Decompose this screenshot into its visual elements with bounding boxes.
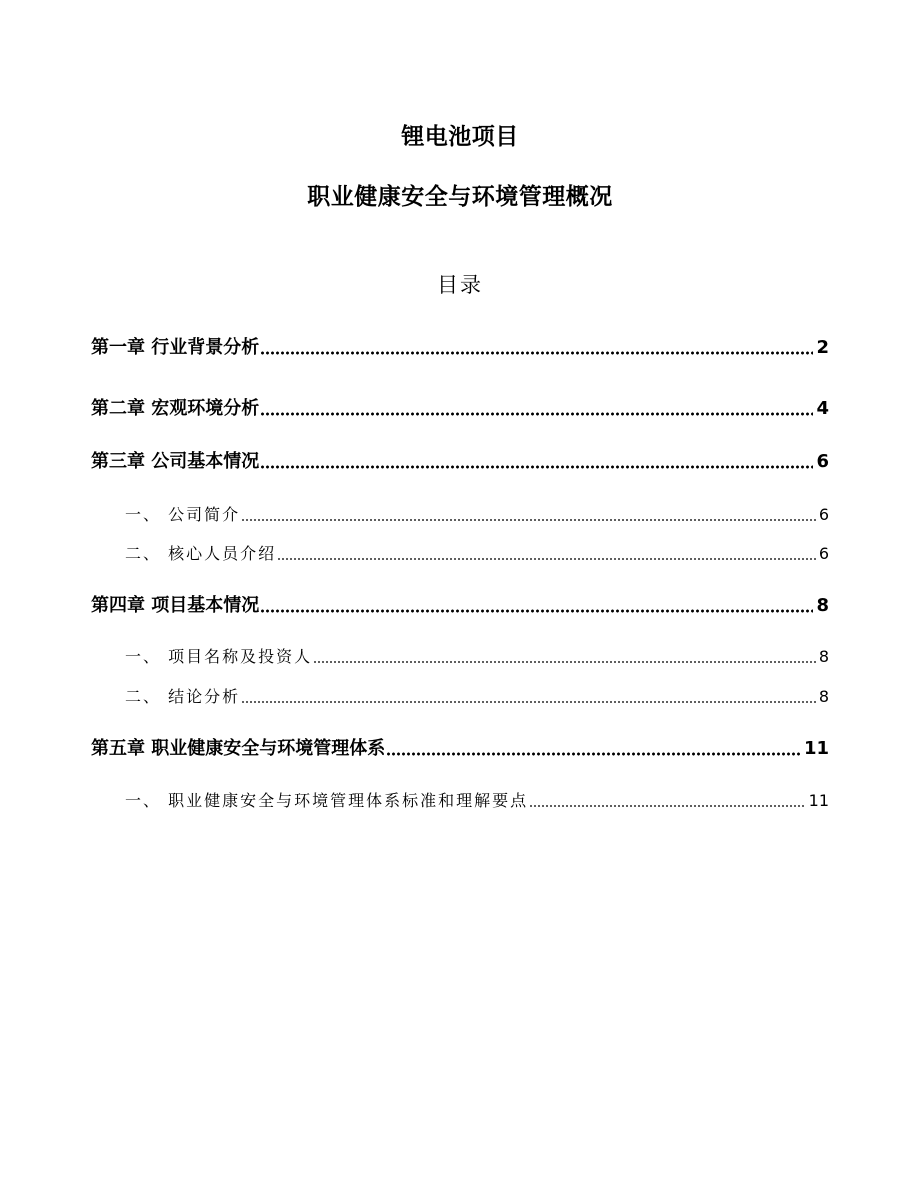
toc-entry-page-number: 6 [818, 505, 829, 524]
toc-dot-leader [241, 700, 816, 704]
toc-entry-section-4-2[interactable] [125, 686, 829, 708]
toc-dot-leader [529, 804, 806, 808]
toc-entry-label: 一、 职业健康安全与环境管理体系标准和理解要点 [125, 791, 529, 810]
toc-entry-label: 二、 结论分析 [125, 687, 241, 706]
toc-dot-leader [241, 518, 816, 522]
toc-entry-page-number: 8 [816, 595, 829, 616]
toc-entry-chapter-4[interactable] [91, 594, 829, 618]
toc-entry-page-number: 6 [816, 451, 829, 472]
toc-dot-leader [260, 464, 813, 470]
toc-entry-label: 一、 公司简介 [125, 505, 241, 524]
toc-entry-chapter-5[interactable] [91, 737, 829, 761]
toc-dot-leader [260, 411, 813, 417]
toc-entry-page-number: 11 [803, 738, 829, 759]
toc-entry-page-number: 8 [818, 687, 829, 706]
toc-entry-label: 二、 核心人员介绍 [125, 544, 277, 563]
toc-entry-label: 第五章 职业健康安全与环境管理体系 [91, 738, 386, 759]
toc-entry-page-number: 4 [816, 398, 829, 419]
toc-entry-section-5-1[interactable] [125, 790, 829, 812]
toc-dot-leader [260, 350, 813, 356]
toc-dot-leader [386, 751, 801, 757]
toc-entry-page-number: 11 [808, 791, 829, 810]
toc-entry-section-4-1[interactable] [125, 646, 829, 668]
toc-heading: 目录 [437, 273, 483, 297]
toc-entry-label: 第三章 公司基本情况 [91, 451, 260, 472]
toc-dot-leader [277, 557, 816, 561]
toc-entry-section-3-2[interactable] [125, 543, 829, 565]
toc-entry-label: 第二章 宏观环境分析 [91, 398, 260, 419]
toc-entry-chapter-2[interactable] [91, 397, 829, 421]
toc-dot-leader [313, 660, 816, 664]
toc-entry-label: 一、 项目名称及投资人 [125, 647, 313, 666]
toc-entry-page-number: 6 [818, 544, 829, 563]
document-title: 锂电池项目 [401, 124, 519, 150]
toc-entry-label: 第一章 行业背景分析 [91, 337, 260, 358]
toc-entry-page-number: 2 [816, 337, 829, 358]
toc-entry-section-3-1[interactable] [125, 504, 829, 526]
toc-dot-leader [260, 608, 813, 614]
toc-entry-chapter-3[interactable] [91, 450, 829, 474]
toc-entry-chapter-1[interactable] [91, 336, 829, 360]
toc-entry-label: 第四章 项目基本情况 [91, 595, 260, 616]
toc-entry-page-number: 8 [818, 647, 829, 666]
document-subtitle: 职业健康安全与环境管理概况 [307, 184, 613, 210]
